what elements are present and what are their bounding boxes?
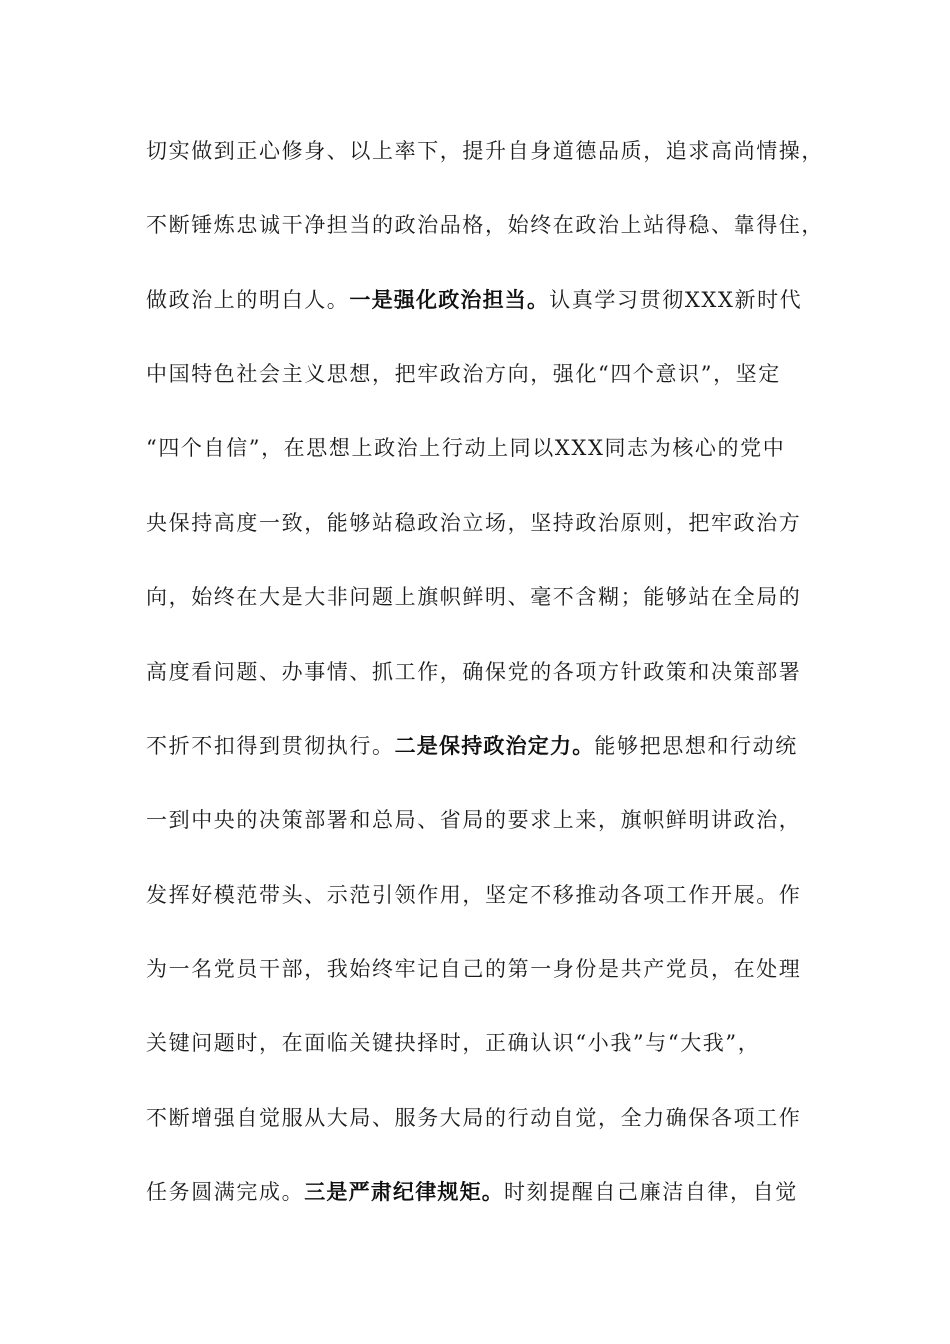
paragraph-line: 央保持高度一致，能够站稳政治立场，坚持政治原则，把牢政治方 <box>146 511 802 535</box>
paragraph-line: “四个自信”，在思想上政治上行动上同以XXX同志为核心的党中 <box>146 436 786 460</box>
bold-heading: 一是强化政治担当。 <box>349 288 550 312</box>
paragraph-line <box>146 280 806 320</box>
paragraph-line <box>146 1172 806 1212</box>
line-text: 做政治上的明白人。 <box>146 288 350 312</box>
paragraph-line: 切实做到正心修身、以上率下，提升自身道德品质，追求高尚情操， <box>146 139 824 163</box>
paragraph-line <box>146 726 806 766</box>
paragraph-line: 关键问题时，在面临关键抉择时，正确认识“小我”与“大我”， <box>146 1031 761 1055</box>
line-text: 不折不扣得到贯彻执行。 <box>146 734 395 758</box>
paragraph-line: 为一名党员干部，我始终牢记自己的第一身份是共产党员，在处理 <box>146 957 802 981</box>
paragraph-line: 中国特色社会主义思想，把牢政治方向，强化“四个意识”，坚定 <box>146 362 781 386</box>
paragraph-line: 一到中央的决策部署和总局、省局的要求上来，旗帜鲜明讲政治， <box>146 808 802 832</box>
paragraph-line: 不断锤炼忠诚干净担当的政治品格，始终在政治上站得稳、靠得住， <box>146 213 824 237</box>
paragraph-line: 不断增强自觉服从大局、服务大局的行动自觉，全力确保各项工作 <box>146 1106 802 1130</box>
paragraph-line: 高度看问题、办事情、抓工作，确保党的各项方针政策和决策部署 <box>146 660 802 684</box>
line-text: 认真学习贯彻XXX新时代 <box>549 288 803 312</box>
line-text: 能够把思想和行动统 <box>594 734 798 758</box>
line-text: 时刻提醒自己廉洁自律，自觉 <box>504 1180 798 1204</box>
paragraph-line: 发挥好模范带头、示范引领作用，坚定不移推动各项工作开展。作 <box>146 883 802 907</box>
bold-heading: 三是严肃纪律规矩。 <box>304 1180 505 1204</box>
bold-heading: 二是保持政治定力。 <box>394 734 595 758</box>
line-text: 任务圆满完成。 <box>146 1180 305 1204</box>
paragraph-line: 向，始终在大是大非问题上旗帜鲜明、毫不含糊；能够站在全局的 <box>146 585 802 609</box>
